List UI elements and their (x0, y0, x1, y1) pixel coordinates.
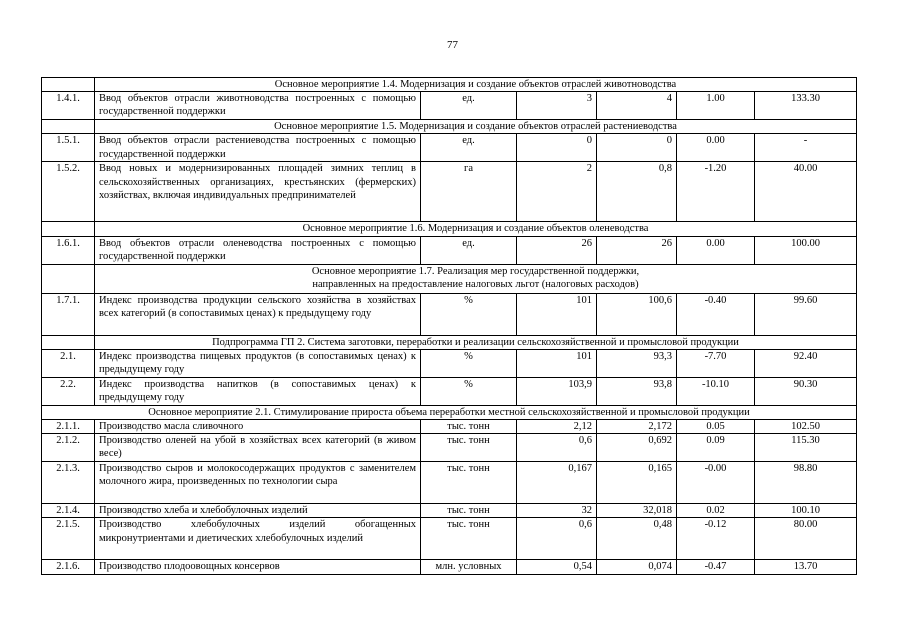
actual-value: 0 (597, 134, 677, 162)
plan-value: 0,6 (517, 518, 597, 560)
indicator-name: Ввод объектов отрасли оленеводства построенных с помощью государственной поддержки (95, 236, 421, 264)
plan-value: 101 (517, 293, 597, 335)
section-row (42, 264, 857, 293)
unit: тыс. тонн (421, 420, 517, 434)
deviation: 0.00 (677, 236, 755, 264)
table-row (42, 349, 857, 377)
page-number: 77 (447, 39, 458, 51)
indicator-name: Производство оленей на убой в хозяйствах всех категорий (в живом весе) (95, 434, 421, 462)
deviation: 0.00 (677, 134, 755, 162)
indicator-name: Производство хлеба и хлебобулочных изделий (95, 504, 421, 518)
table-row (42, 134, 857, 162)
plan-value: 0,6 (517, 434, 597, 462)
actual-value: 2,172 (597, 420, 677, 434)
table-row (42, 518, 857, 560)
plan-value: 2 (517, 162, 597, 222)
row-number: 1.5.2. (42, 162, 95, 222)
deviation: 0.05 (677, 420, 755, 434)
percent: 115.30 (755, 434, 857, 462)
percent: 92.40 (755, 349, 857, 377)
section-row (42, 78, 857, 92)
actual-value: 93,3 (597, 349, 677, 377)
plan-value: 32 (517, 504, 597, 518)
percent: 98.80 (755, 462, 857, 504)
table-row (42, 462, 857, 504)
indicator-name: Индекс производства продукции сельского хозяйства в хозяйствах всех категорий (в сопоставимых ценах) к предыдущему году (95, 293, 421, 335)
section-title: Основное мероприятие 1.6. Модернизация и создание объектов оленеводства (95, 222, 857, 236)
deviation: 0.02 (677, 504, 755, 518)
indicator-name: Производство плодоовощных консервов (95, 560, 421, 574)
row-number: 1.7.1. (42, 293, 95, 335)
indicator-name: Ввод новых и модернизированных площадей зимних теплиц в сельскохозяйственных организациях, крестьянских (фермерских) хозяйствах, включая индивидуальных предпринимателей (95, 162, 421, 222)
plan-value: 26 (517, 236, 597, 264)
row-number: 2.1.5. (42, 518, 95, 560)
plan-value: 103,9 (517, 377, 597, 405)
percent: 90.30 (755, 377, 857, 405)
actual-value: 0,692 (597, 434, 677, 462)
deviation: 1.00 (677, 92, 755, 120)
table-row (42, 162, 857, 222)
indicator-name: Ввод объектов отрасли растениеводства построенных с помощью государственной поддержки (95, 134, 421, 162)
table-row (42, 420, 857, 434)
section-row (42, 120, 857, 134)
indicator-name: Индекс производства напитков (в сопоставимых ценах) к предыдущему году (95, 377, 421, 405)
section-title (95, 264, 857, 293)
unit: ед. (421, 92, 517, 120)
section-row (42, 405, 857, 419)
row-number: 2.1.6. (42, 560, 95, 574)
indicator-name: Производство сыров и молокосодержащих продуктов с заменителем молочного жира, произведенных по технологии сыра (95, 462, 421, 504)
percent: 102.50 (755, 420, 857, 434)
indicator-name: Ввод объектов отрасли животноводства построенных с помощью государственной поддержки (95, 92, 421, 120)
plan-value: 3 (517, 92, 597, 120)
indicator-name: Производство хлебобулочных изделий обогащенных микронутриентами и диетических хлебобулочных изделий (95, 518, 421, 560)
row-number: 1.4.1. (42, 92, 95, 120)
indicator-name: Индекс производства пищевых продуктов (в сопоставимых ценах) к предыдущему году (95, 349, 421, 377)
deviation: -7.70 (677, 349, 755, 377)
percent: - (755, 134, 857, 162)
deviation: -0.00 (677, 462, 755, 504)
percent: 133.30 (755, 92, 857, 120)
percent: 80.00 (755, 518, 857, 560)
plan-value: 0,54 (517, 560, 597, 574)
actual-value: 93,8 (597, 377, 677, 405)
deviation: -1.20 (677, 162, 755, 222)
section-title-line: Основное мероприятие 1.7. Реализация мер государственной поддержки, (311, 265, 640, 277)
unit: % (421, 377, 517, 405)
row-number: 2.1.3. (42, 462, 95, 504)
actual-value: 32,018 (597, 504, 677, 518)
row-number: 2.1. (42, 349, 95, 377)
actual-value: 0,165 (597, 462, 677, 504)
actual-value: 100,6 (597, 293, 677, 335)
unit: ед. (421, 236, 517, 264)
actual-value: 4 (597, 92, 677, 120)
actual-value: 0,8 (597, 162, 677, 222)
section-title: Основное мероприятие 2.1. Стимулирование прироста объема переработки местной сельскохозяйственной и промысловой продукции (42, 405, 857, 419)
actual-value: 0,48 (597, 518, 677, 560)
section-row (42, 335, 857, 349)
unit: ед. (421, 134, 517, 162)
unit: тыс. тонн (421, 504, 517, 518)
row-number: 2.1.4. (42, 504, 95, 518)
plan-value: 2,12 (517, 420, 597, 434)
section-row (42, 222, 857, 236)
unit: тыс. тонн (421, 518, 517, 560)
plan-value: 0 (517, 134, 597, 162)
table-row (42, 236, 857, 264)
unit: % (421, 293, 517, 335)
row-number: 1.5.1. (42, 134, 95, 162)
table-row (42, 92, 857, 120)
deviation: -0.12 (677, 518, 755, 560)
table-row (42, 504, 857, 518)
deviation: -0.47 (677, 560, 755, 574)
section-title-line: направленных на предоставление налоговых льгот (налоговых расходов) (312, 278, 639, 290)
percent: 40.00 (755, 162, 857, 222)
row-number: 2.1.2. (42, 434, 95, 462)
section-title: Основное мероприятие 1.4. Модернизация и создание объектов отраслей животноводства (95, 78, 857, 92)
deviation: 0.09 (677, 434, 755, 462)
table-row (42, 560, 857, 574)
deviation: -0.40 (677, 293, 755, 335)
unit: тыс. тонн (421, 462, 517, 504)
table-row (42, 293, 857, 335)
plan-value: 0,167 (517, 462, 597, 504)
percent: 13.70 (755, 560, 857, 574)
percent: 100.00 (755, 236, 857, 264)
table-row (42, 377, 857, 405)
section-title: Основное мероприятие 1.5. Модернизация и создание объектов отраслей растениеводства (95, 120, 857, 134)
row-number: 2.1.1. (42, 420, 95, 434)
indicators-table (41, 77, 857, 575)
deviation: -10.10 (677, 377, 755, 405)
plan-value: 101 (517, 349, 597, 377)
unit: тыс. тонн (421, 434, 517, 462)
row-number: 2.2. (42, 377, 95, 405)
row-number: 1.6.1. (42, 236, 95, 264)
section-title: Подпрограмма ГП 2. Система заготовки, переработки и реализации сельскохозяйственной и промысловой продукции (95, 335, 857, 349)
actual-value: 26 (597, 236, 677, 264)
unit: млн. условных (421, 560, 517, 574)
indicator-name: Производство масла сливочного (95, 420, 421, 434)
percent: 99.60 (755, 293, 857, 335)
percent: 100.10 (755, 504, 857, 518)
unit: га (421, 162, 517, 222)
actual-value: 0,074 (597, 560, 677, 574)
unit: % (421, 349, 517, 377)
table-row (42, 434, 857, 462)
